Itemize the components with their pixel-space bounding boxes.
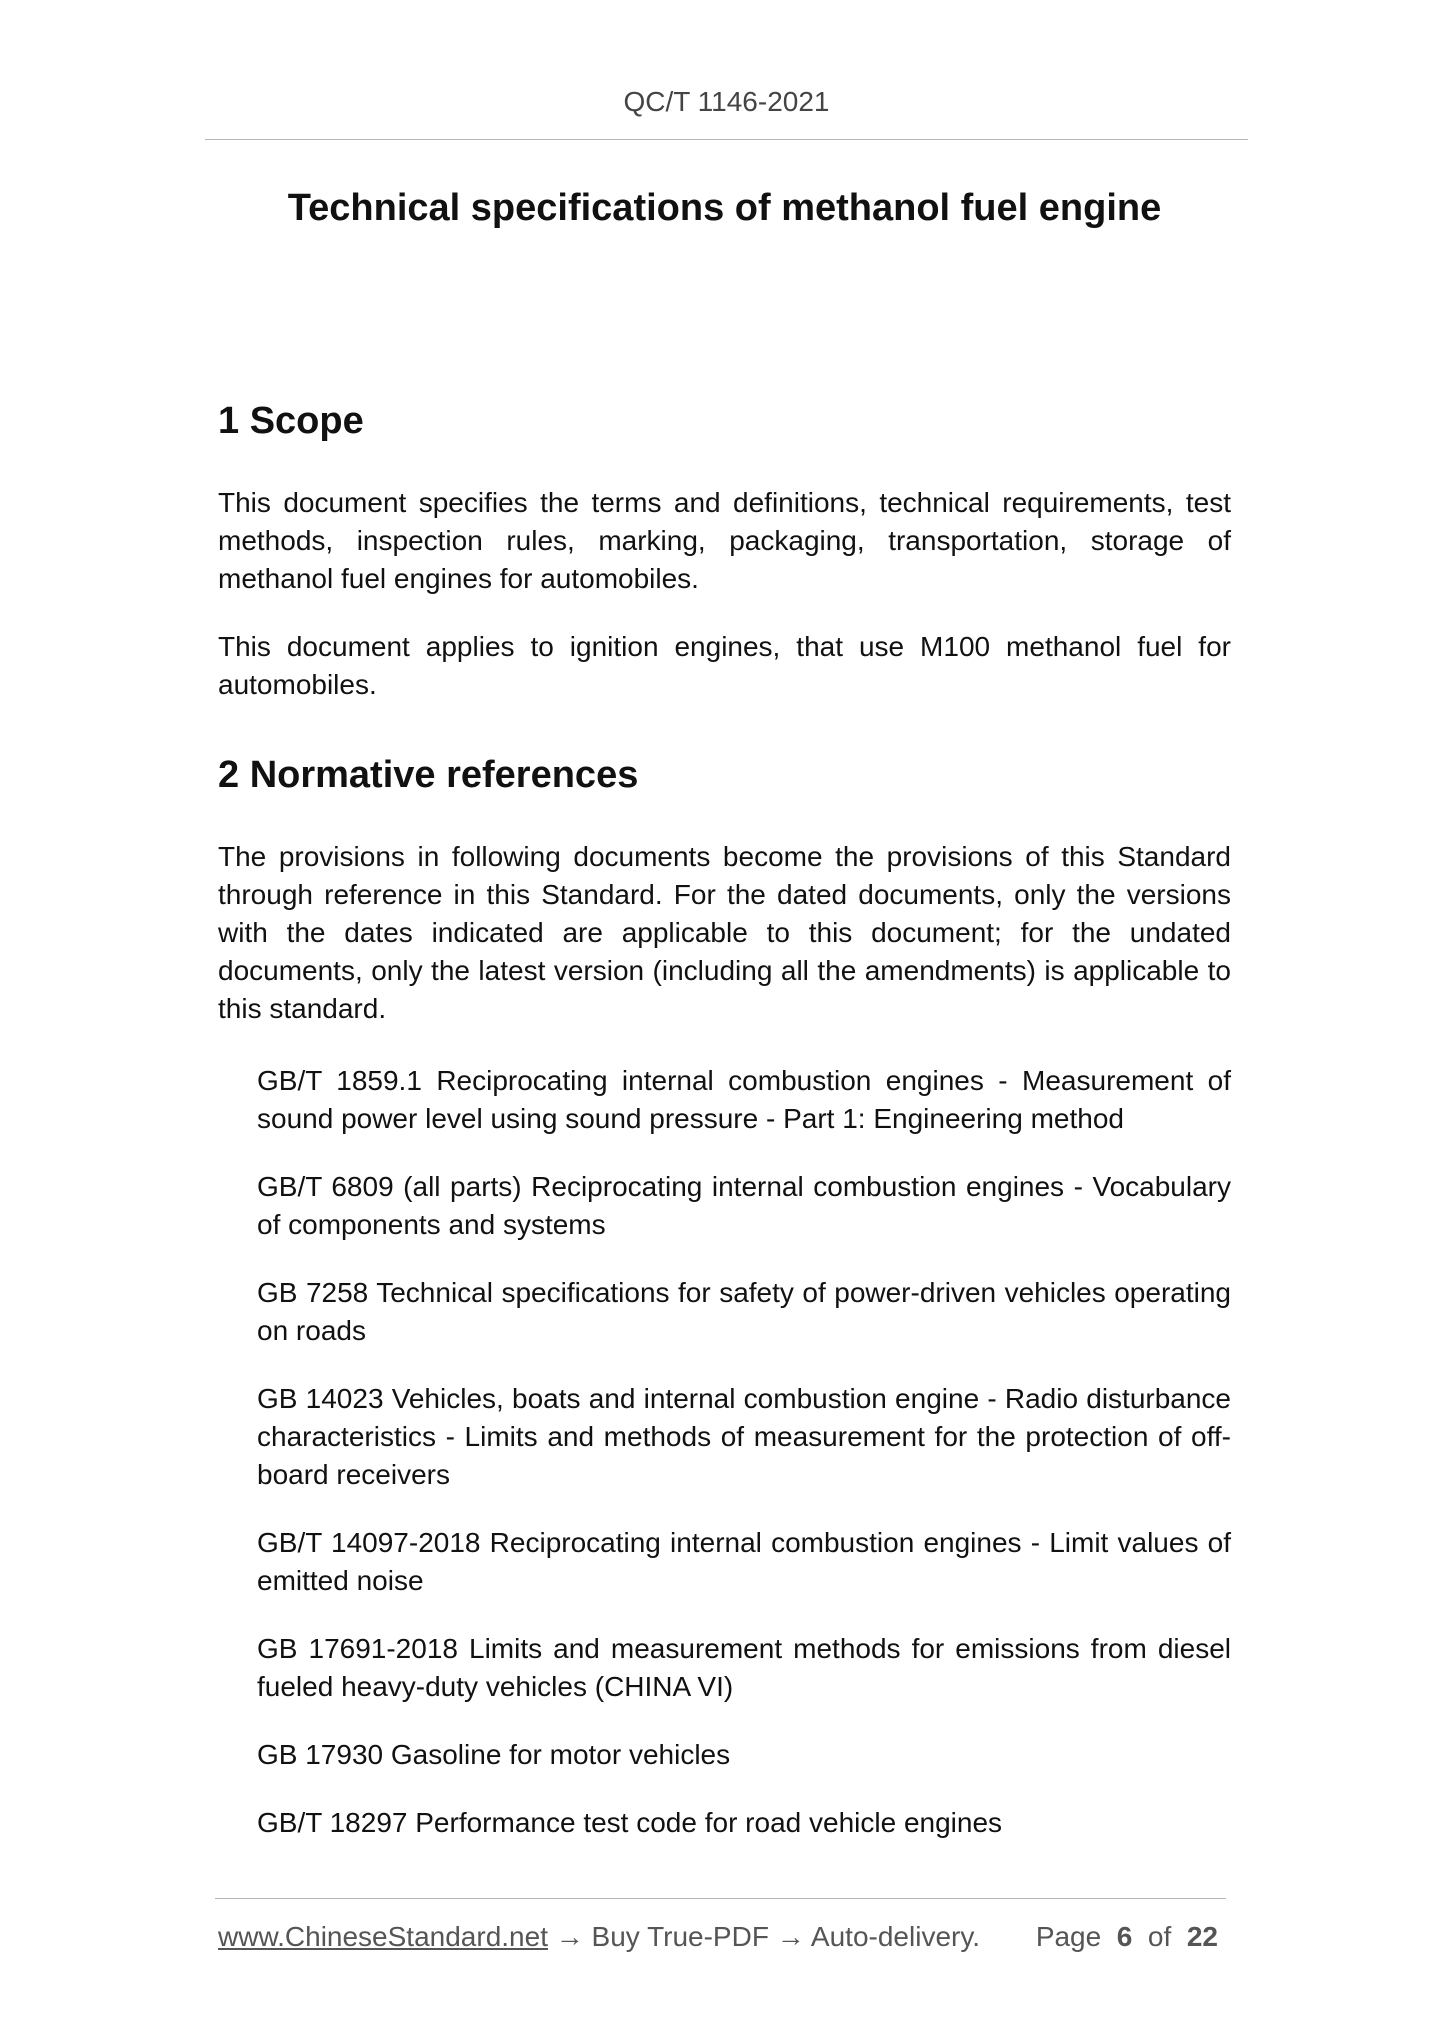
page-label: Page	[1035, 1921, 1102, 1952]
document-title: Technical specifications of methanol fuel engine	[287, 187, 1162, 229]
reference-item: GB/T 6809 (all parts) Reciprocating internal combustion engines - Vocabulary of components and systems	[257, 1171, 1231, 1240]
header-divider	[205, 139, 1248, 140]
reference-item: GB 17930 Gasoline for motor vehicles	[257, 1739, 731, 1770]
website-link[interactable]: www.ChineseStandard.net	[218, 1921, 548, 1952]
section-scope	[218, 398, 1231, 704]
of-label: of	[1147, 1921, 1172, 1952]
total-pages-number: 22	[1186, 1921, 1218, 1952]
reference-item: GB/T 14097-2018 Reciprocating internal combustion engines - Limit values of emitted noise	[257, 1527, 1231, 1596]
reference-item: GB 17691-2018 Limits and measurement methods for emissions from diesel fueled heavy-duty vehicles (CHINA VI)	[257, 1633, 1231, 1702]
section-normative-references	[218, 752, 1231, 1028]
reference-item: GB/T 1859.1 Reciprocating internal combustion engines - Measurement of sound power level using sound pressure - Part 1: Engineering method	[257, 1065, 1231, 1134]
section-heading-normative: 2 Normative references	[218, 754, 639, 796]
normative-intro-paragraph: The provisions in following documents become the provisions of this Standard through reference in this Standard. For the dated documents, only the versions with the dates indicated are applicable to this document; for the undated documents, only the latest version (including all the amendments) is applicable to this standard.	[218, 841, 1231, 1024]
document-code-header: QC/T 1146-2021	[623, 86, 830, 117]
scope-paragraph-1: This document specifies the terms and definitions, technical requirements, test methods, inspection rules, marking, packaging, transportation, storage of methanol fuel engines for automobiles.	[218, 487, 1231, 594]
reference-item: GB 7258 Technical specifications for safety of power-driven vehicles operating on roads	[257, 1277, 1231, 1346]
current-page-number: 6	[1116, 1921, 1133, 1952]
page-footer	[218, 1918, 1218, 1956]
scope-paragraph-2: This document applies to ignition engines, that use M100 methanol fuel for automobiles.	[218, 631, 1231, 700]
footer-tagline: → Buy True-PDF → Auto-delivery.	[547, 1921, 981, 1952]
reference-list	[257, 1062, 1231, 1872]
reference-item: GB/T 18297 Performance test code for road vehicle engines	[257, 1807, 1003, 1838]
section-heading-scope: 1 Scope	[218, 400, 364, 442]
footer-divider	[215, 1898, 1226, 1899]
reference-item: GB 14023 Vehicles, boats and internal combustion engine - Radio disturbance characteristics - Limits and methods of measurement for the protection of off-board receivers	[257, 1383, 1231, 1490]
page-counter	[1036, 1918, 1218, 1956]
